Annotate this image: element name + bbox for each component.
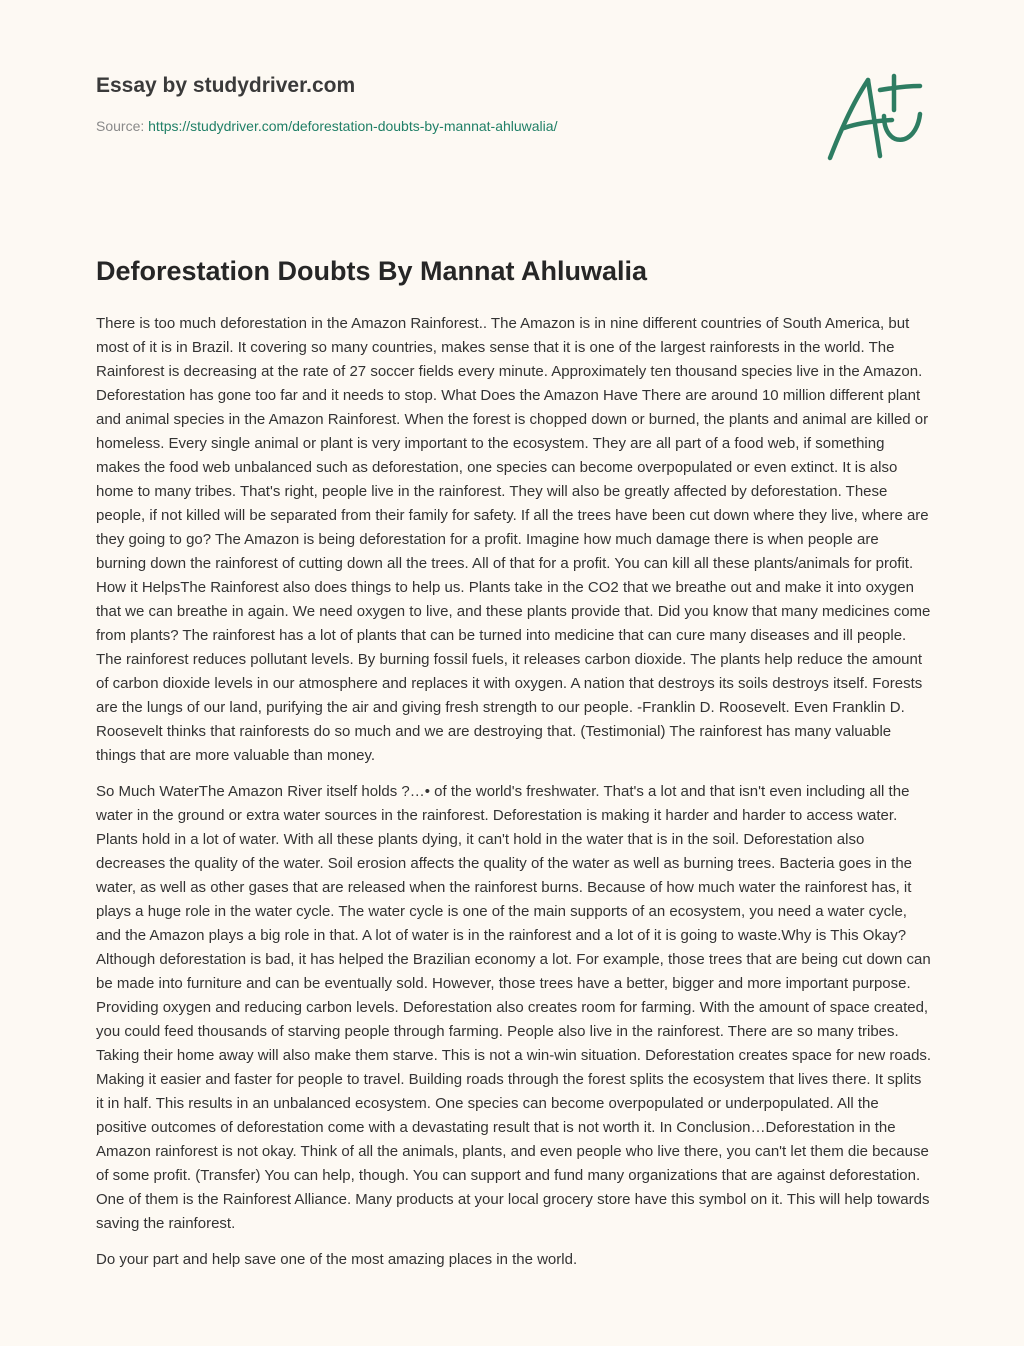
source-label: Source: — [96, 118, 145, 134]
a-plus-logo-icon — [822, 66, 926, 166]
site-brand: Essay by studydriver.com — [96, 74, 356, 97]
page-header — [96, 74, 796, 134]
essay-title: Deforestation Doubts By Mannat Ahluwalia — [96, 256, 648, 286]
essay-body — [96, 312, 932, 1284]
source-link[interactable]: https://studydriver.com/deforestation-doubts-by-mannat-ahluwalia/ — [148, 118, 558, 134]
essay-paragraph: There is too much deforestation in the Amazon Rainforest.. The Amazon is in nine different countries of South America, but most of it is in Brazil. It covering so many countries, makes sense that it is one of the largest rainforests in the world. The Rainforest is decreasing at the rate of 27 soccer fields every minute. Approximately ten thousand species live in the Amazon. Deforestation has gone too far and it needs to stop. What Does the Amazon Have There are around 10 million different plant and animal species in the Amazon Rainforest. When the forest is chopped down or burned, the plants and animal are killed or homeless. Every single animal or plant is very important to the ecosystem. They are all part of a food web, if something makes the food web unbalanced such as deforestation, one species can become overpopulated or even extinct. It is also home to many tribes. That's right, people live in the rainforest. They will also be greatly affected by deforestation. These people, if not killed will be separated from their family for safety. If all the trees have been cut down where they live, where are they going to go? The Amazon is being deforestation for a profit. Imagine how much damage there is when people are burning down the rainforest of cutting down all the trees. All of that for a profit. You can kill all these plants/animals for profit. How it HelpsThe Rainforest also does things to help us. Plants take in the CO2 that we breathe out and make it into oxygen that we can breathe in again. We need oxygen to live, and these plants provide that. Did you know that many medicines come from plants? The rainforest has a lot of plants that can be turned into medicine that can cure many diseases and ill people. The rainforest reduces pollutant levels. By burning fossil fuels, it releases carbon dioxide. The plants help reduce the amount of carbon dioxide levels in our atmosphere and replaces it with oxygen. A nation that destroys its soils destroys itself. Forests are the lungs of our land, purifying the air and giving fresh strength to our people. -Franklin D. Roosevelt. Even Franklin D. Roosevelt thinks that rainforests do so much and we are destroying that. (Testimonial) The rainforest has many valuable things that are more valuable than money. — [96, 315, 931, 764]
essay-paragraph: So Much WaterThe Amazon River itself holds ?…• of the world's freshwater. That's a lot and that isn't even including all the water in the ground or extra water sources in the rainforest. Deforestation is making it harder and harder to access water. Plants hold in a lot of water. With all these plants dying, it can't hold in the water that is in the soil. Deforestation also decreases the quality of the water. Soil erosion affects the quality of the water as well as burning trees. Bacteria goes in the water, as well as other gases that are released when the rainforest burns. Because of how much water the rainforest has, it plays a huge role in the water cycle. The water cycle is one of the main supports of an ecosystem, you need a water cycle, and the Amazon plays a big role in that. A lot of water is in the rainforest and a lot of it is going to waste.Why is This Okay?Although deforestation is bad, it has helped the Brazilian economy a lot. For example, those trees that are being cut down can be made into furniture and can be eventually sold. However, those trees have a better, bigger and more important purpose. Providing oxygen and reducing carbon levels. Deforestation also creates room for farming. With the amount of space created, you could feed thousands of starving people through farming. People also live in the rainforest. There are so many tribes. Taking their home away will also make them starve. This is not a win-win situation. Deforestation creates space for new roads. Making it easier and faster for people to travel. Building roads through the forest splits the ecosystem that lives there. It splits it in half. This results in an unbalanced ecosystem. One species can become overpopulated or underpopulated. All the positive outcomes of deforestation come with a devastating result that is not worth it. In Conclusion…Deforestation in the Amazon rainforest is not okay. Think of all the animals, plants, and even people who live there, you can't let them die because of some profit. (Transfer) You can help, though. You can support and fund many organizations that are against deforestation. One of them is the Rainforest Alliance. Many products at your local grocery store have this symbol on it. This will help towards saving the rainforest. — [96, 783, 932, 1232]
source-line — [96, 118, 796, 134]
essay-paragraph: Do your part and help save one of the most amazing places in the world. — [96, 1251, 578, 1268]
